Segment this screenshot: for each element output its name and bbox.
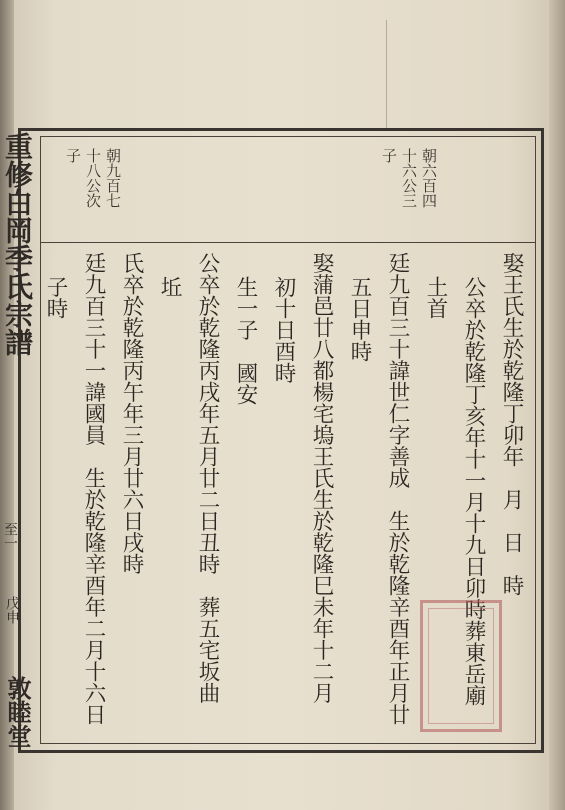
note-divider [40,242,536,243]
text-column: 生一子 國安 [233,276,258,405]
text-column: 坵 [157,276,182,298]
note-column: 十六公三 [400,148,418,208]
text-column: 娶蒲邑廿八都楊宅塢王氏生於乾隆巳未年十二月 [309,252,334,704]
red-seal [420,600,502,732]
text-column: 廷九百三十一諱國員 生於乾隆辛酉年二月十六日 [81,252,106,725]
note-column: 子 [380,148,398,163]
text-column: 初十日酉時 [271,276,296,384]
fold-ganzhi: 戊申 [4,596,20,624]
text-column: 廷九百三十諱世仁字善成 生於乾隆辛酉年正月廿 [385,252,410,725]
text-column: 子時 [43,276,68,319]
text-column: 氏卒於乾隆丙午年三月廿六日戌時 [119,252,144,575]
text-column: 公卒於乾隆丁亥年十一月十九日卯時葬東岳廟 [461,276,486,706]
note-column: 朝九百七 [104,148,122,208]
fold-number: 至一 [2,522,18,550]
fold-hall-name: 敦睦堂 [3,676,32,748]
running-head: 重修白岡季氏宗譜 [1,132,34,356]
text-column: 五日申時 [347,276,372,362]
text-column: 娶王氏生於乾隆丁卯年 月 日 時 [499,252,524,596]
page-edge [549,0,565,810]
note-column: 子 [64,148,82,163]
note-column: 朝六百四 [420,148,438,208]
text-column: 土首 [423,276,448,319]
text-column: 公卒於乾隆丙戌年五月廿二日丑時 葬五宅坂曲 [195,252,220,704]
note-column: 十八公次 [84,148,102,208]
fold-line [386,20,387,130]
